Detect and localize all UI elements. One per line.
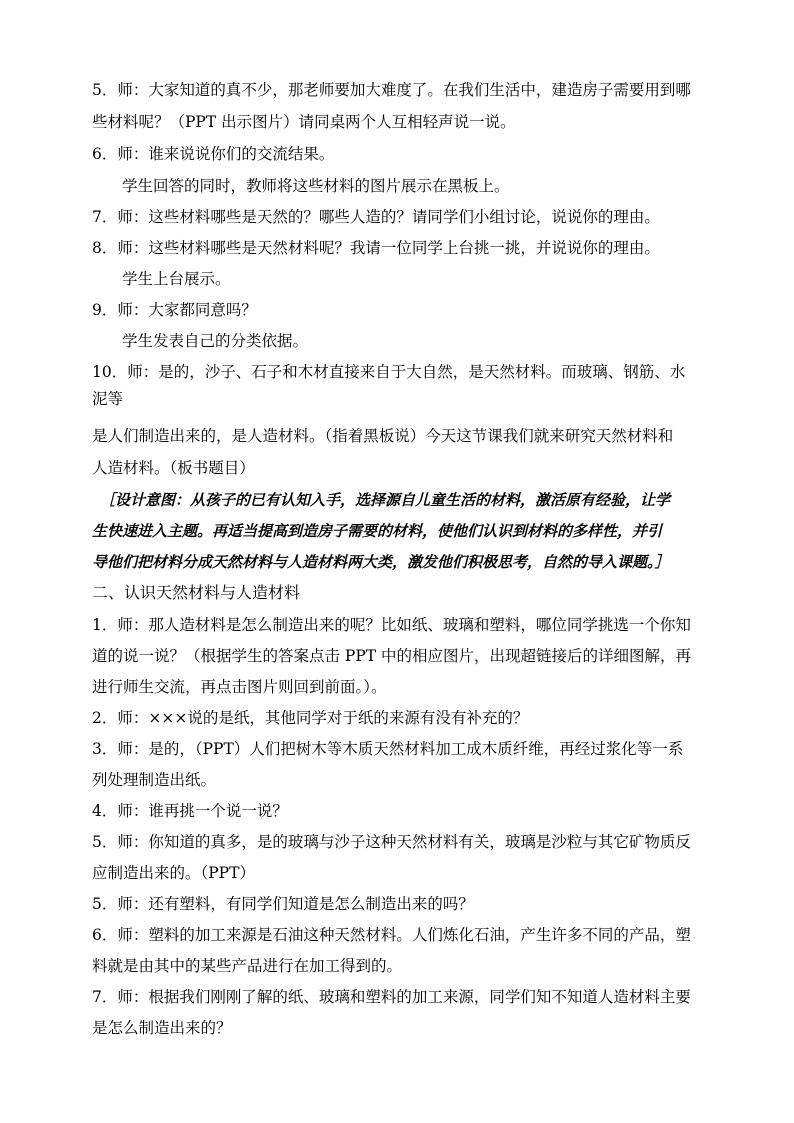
design-intent-line: 导他们把材料分成天然材料与人造材料两大类，激发他们积极思考，自然的导入课题。］ (92, 553, 670, 571)
text-line: 6．师：谁来说说你们的交流结果。 (92, 145, 335, 163)
text-line: 是人们制造出来的，是人造材料。（指着黑板说）今天这节课我们就来研究天然材料和 (92, 427, 674, 445)
text-line: 7．师：根据我们刚刚了解的纸、玻璃和塑料的加工来源，同学们知不知道人造材料主要 (92, 988, 691, 1006)
text-line: 9．师：大家都同意吗？ (92, 301, 257, 319)
text-line: 道的说一说？（根据学生的答案点击 PPT 中的相应图片，出现超链接后的详细图解，再 (92, 647, 692, 665)
text-line: 学生发表自己的分类依据。 (122, 332, 309, 350)
design-intent-line: ［设计意图：从孩子的已有认知入手，选择源自儿童生活的材料，激活原有经验，让学 (100, 491, 671, 509)
text-line: 泥等 (92, 390, 124, 408)
text-line: 10．师：是的，沙子、石子和木材直接来自于大自然，是天然材料。而玻璃、钢筋、水 (92, 363, 686, 381)
text-line: 学生上台展示。 (122, 270, 231, 288)
text-line: 人造材料。（板书题目） (92, 459, 255, 477)
text-line: 料就是由其中的某些产品进行在加工得到的。 (92, 957, 403, 975)
section-heading: 二、认识天然材料与人造材料 (92, 583, 301, 602)
text-line: 5．师：还有塑料，有同学们知道是怎么制造出来的吗？ (92, 895, 474, 913)
text-line: 应制造出来的。（PPT） (92, 864, 255, 882)
text-line: 学生回答的同时，教师将这些材料的图片展示在黑板上。 (122, 177, 510, 195)
text-line: 8．师：这些材料哪些是天然材料呢？我请一位同学上台挑一挑，并说说你的理由。 (92, 239, 660, 257)
text-line: 2．师：×××说的是纸，其他同学对于纸的来源有没有补充的？ (92, 709, 529, 727)
text-line: 是怎么制造出来的？ (92, 1019, 232, 1037)
design-intent-line: 生快速进入主题。再适当提高到造房子需要的材料，使他们认识到材料的多样性，并引 (92, 522, 663, 540)
text-line: 6．师：塑料的加工来源是石油这种天然材料。人们炼化石油，产生许多不同的产品，塑 (92, 926, 691, 944)
text-line: 7．师：这些材料哪些是天然的？哪些人造的？请同学们小组讨论，说说你的理由。 (92, 208, 660, 226)
text-line: 5．师：你知道的真多，是的玻璃与沙子这种天然材料有关，玻璃是沙粒与其它矿物质反 (92, 833, 691, 851)
text-line: 些材料呢？（PPT 出示图片）请同桌两个人互相轻声说一说。 (92, 113, 516, 131)
text-line: 5．师：大家知道的真不少，那老师要加大难度了。在我们生活中，建造房子需要用到哪 (92, 81, 691, 99)
text-line: 4．师：谁再挑一个说一说？ (92, 802, 288, 820)
text-line: 列处理制造出纸。 (92, 771, 217, 789)
text-line: 3．师：是的，（PPT）人们把树木等木质天然材料加工成木质纤维，再经过浆化等一系 (92, 740, 684, 758)
text-line: 进行师生交流，再点击图片则回到前面。）。 (92, 678, 387, 696)
text-line: 1．师：那人造材料是怎么制造出来的呢？比如纸、玻璃和塑料，哪位同学挑选一个你知 (92, 616, 691, 634)
